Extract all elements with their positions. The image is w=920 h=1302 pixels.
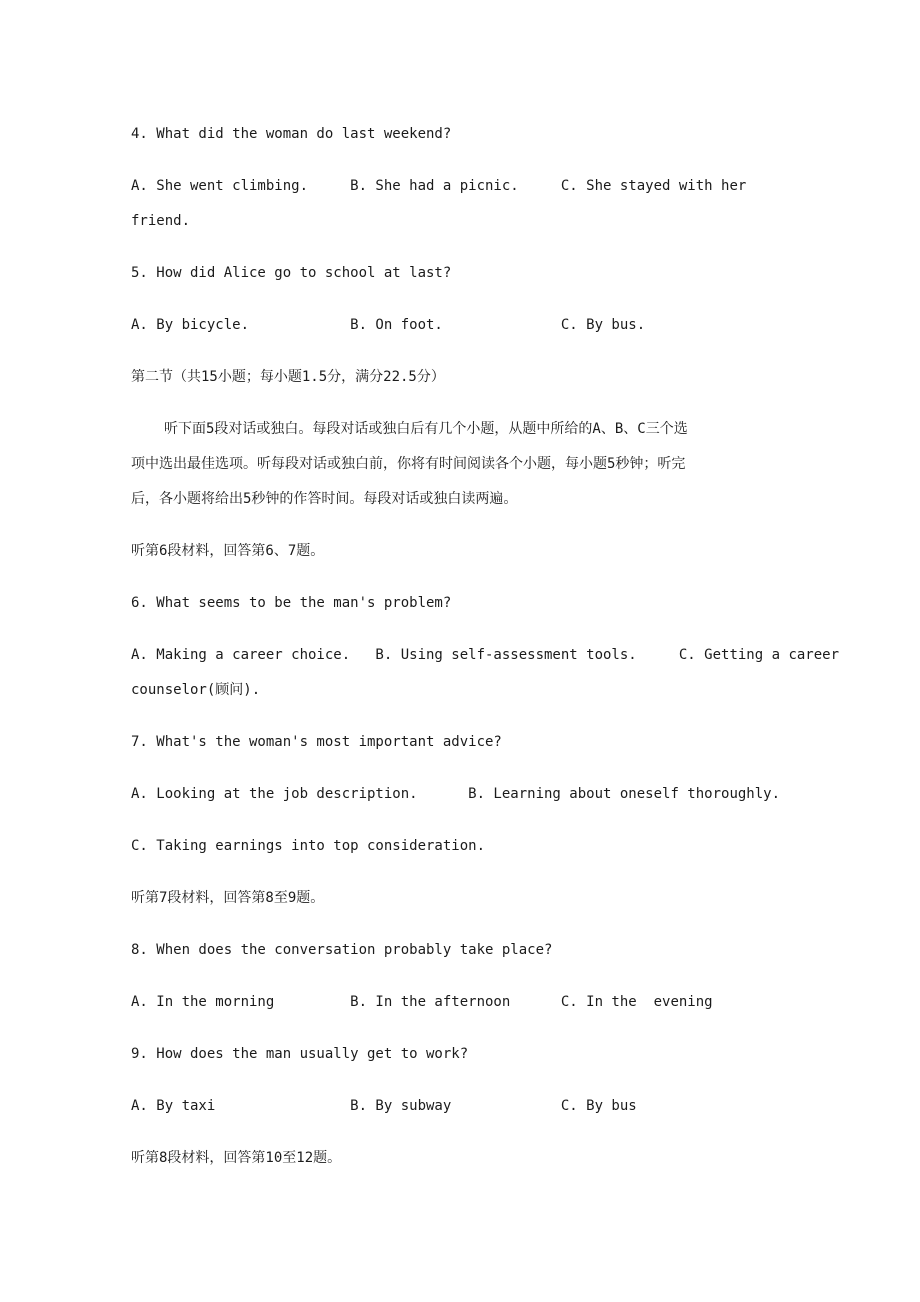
part2-instructions-line2: 项中选出最佳选项。听每段对话或独白前，你将有时间阅读各个小题，每小题5秒钟；听完 (131, 456, 686, 472)
question-5-stem: 5. How did Alice go to school at last? (131, 265, 452, 281)
question-6-options: A. Making a career choice. B. Using self-assessment tools. C. Getting a career (131, 647, 840, 663)
question-6-options-continued: counselor(顾问). (131, 682, 261, 698)
question-8-stem: 8. When does the conversation probably take place? (131, 942, 553, 958)
material-6-intro: 听第6段材料，回答第6、7题。 (131, 543, 325, 559)
part2-instructions-line1: 听下面5段对话或独白。每段对话或独白后有几个小题，从题中所给的A、B、C三个选 (164, 421, 688, 437)
question-5-options: A. By bicycle. B. On foot. C. By bus. (131, 317, 646, 333)
material-7-intro: 听第7段材料，回答第8至9题。 (131, 890, 325, 906)
part2-instructions-line3: 后，各小题将给出5秒钟的作答时间。每段对话或独白读两遍。 (131, 491, 518, 507)
material-8-intro: 听第8段材料，回答第10至12题。 (131, 1150, 342, 1166)
question-7-options-ab: A. Looking at the job description. B. Learning about oneself thoroughly. (131, 786, 781, 802)
question-7-stem: 7. What's the woman's most important advice? (131, 734, 502, 750)
question-6-stem: 6. What seems to be the man's problem? (131, 595, 452, 611)
part2-header: 第二节（共15小题；每小题1.5分，满分22.5分） (131, 369, 445, 385)
question-4-options-continued: friend. (131, 213, 191, 229)
question-4-options: A. She went climbing. B. She had a picnic. C. She stayed with her (131, 178, 747, 194)
question-9-stem: 9. How does the man usually get to work? (131, 1046, 469, 1062)
question-7-option-c: C. Taking earnings into top consideration. (131, 838, 486, 854)
document-body (131, 117, 861, 1176)
question-8-options: A. In the morning B. In the afternoon C. In the evening (131, 994, 713, 1010)
question-4-stem: 4. What did the woman do last weekend? (131, 126, 452, 142)
question-9-options: A. By taxi B. By subway C. By bus (131, 1098, 637, 1114)
